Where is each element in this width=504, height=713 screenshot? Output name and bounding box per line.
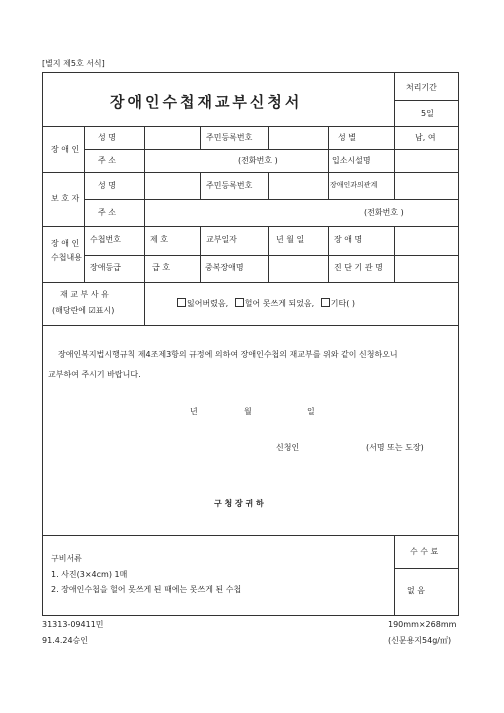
date-month: 월 bbox=[244, 407, 252, 416]
footer-code: 31313-09411민 bbox=[42, 620, 104, 629]
processing-split bbox=[394, 100, 459, 101]
recipient: 구 청 장 귀 하 bbox=[214, 499, 264, 508]
date-day: 일 bbox=[307, 407, 315, 416]
body-text-line-1: 장애인복지법시행규칙 제4조제3항의 규정에 의하여 장애인수첩의 재교부를 위와 같이 신청하오니 bbox=[58, 350, 398, 359]
booklet-grade-value: 급 호 bbox=[152, 263, 170, 272]
guardian-name-label: 성 명 bbox=[98, 181, 116, 190]
processing-value: 5일 bbox=[421, 109, 434, 118]
fee-value: 없 음 bbox=[407, 586, 425, 595]
footer-paper: (신문용지54g/㎡) bbox=[388, 636, 452, 645]
booklet-group-label-2: 수첩내용 bbox=[51, 253, 82, 262]
reason-other-checkbox[interactable] bbox=[321, 298, 330, 307]
booklet-diagnosis-label: 진 단 기 관 명 bbox=[334, 263, 383, 272]
date-year: 년 bbox=[190, 407, 198, 416]
form-title: 장애인수첩재교부신청서 bbox=[110, 93, 303, 111]
booklet-issue-date-label: 교부일자 bbox=[206, 235, 237, 244]
documents-item-1: 1. 사진(3×4cm) 1매 bbox=[51, 570, 128, 579]
reason-lost-label: 잃어버렸음, bbox=[187, 299, 229, 308]
guardian-address-label: 주 소 bbox=[98, 208, 116, 217]
booklet-number-label: 수첩번호 bbox=[90, 235, 121, 244]
booklet-multiple-label: 중복장애명 bbox=[205, 263, 244, 272]
reason-worn-checkbox[interactable] bbox=[235, 298, 244, 307]
booklet-number-value: 제 호 bbox=[150, 235, 168, 244]
fee-label: 수 수 료 bbox=[410, 547, 439, 556]
documents-item-2: 2. 장애인수첩을 헐어 못쓰게 된 때에는 못쓰게 된 수첩 bbox=[51, 585, 242, 594]
booklet-issue-date-value: 년 월 일 bbox=[276, 235, 305, 244]
footer-size: 190mm×268mm bbox=[388, 620, 457, 629]
reason-options bbox=[177, 298, 355, 308]
applicant-phone-hint: (전화번호 ) bbox=[238, 156, 278, 165]
guardian-group-label: 보 호 자 bbox=[51, 194, 80, 203]
reason-other-label: 기타( ) bbox=[330, 299, 355, 308]
applicant-address-label: 주 소 bbox=[98, 156, 116, 165]
guardian-rrn-label: 주민등록번호 bbox=[206, 181, 253, 190]
form-number: [별지 제5호 서식] bbox=[42, 59, 105, 68]
applicant-sign-hint: (서명 또는 도장) bbox=[366, 443, 424, 452]
body-text-line-2: 교부하여 주시기 바랍니다. bbox=[48, 370, 141, 379]
reason-label-2: (해당란에 ☑표시) bbox=[52, 306, 115, 315]
applicant-sex-label: 성 별 bbox=[338, 133, 356, 142]
applicant-sex-value: 남, 여 bbox=[415, 133, 436, 142]
processing-divider bbox=[394, 72, 395, 126]
reason-label-1: 재 교 부 사 유 bbox=[60, 290, 109, 299]
processing-label: 처리기간 bbox=[406, 83, 437, 92]
applicant-facility-label: 입소시설명 bbox=[332, 156, 371, 165]
booklet-disability-name-label: 장 애 명 bbox=[334, 235, 363, 244]
documents-label: 구비서류 bbox=[51, 554, 82, 563]
reason-lost-checkbox[interactable] bbox=[177, 298, 186, 307]
applicant-rrn-label: 주민등록번호 bbox=[206, 133, 253, 142]
booklet-group-label-1: 장 애 인 bbox=[51, 239, 80, 248]
guardian-phone-hint: (전화번호 ) bbox=[364, 208, 404, 217]
footer-approved: 91.4.24승인 bbox=[42, 636, 88, 645]
applicant-group-label: 장 애 인 bbox=[51, 145, 80, 154]
applicant-name-label: 성 명 bbox=[98, 133, 116, 142]
booklet-grade-label: 장애등급 bbox=[90, 263, 121, 272]
applicant-sign-label: 신청인 bbox=[276, 443, 300, 452]
reason-worn-label: 헐어 못쓰게 되었음, bbox=[244, 299, 315, 308]
guardian-relation-label: 장애인과의관계 bbox=[330, 181, 378, 189]
